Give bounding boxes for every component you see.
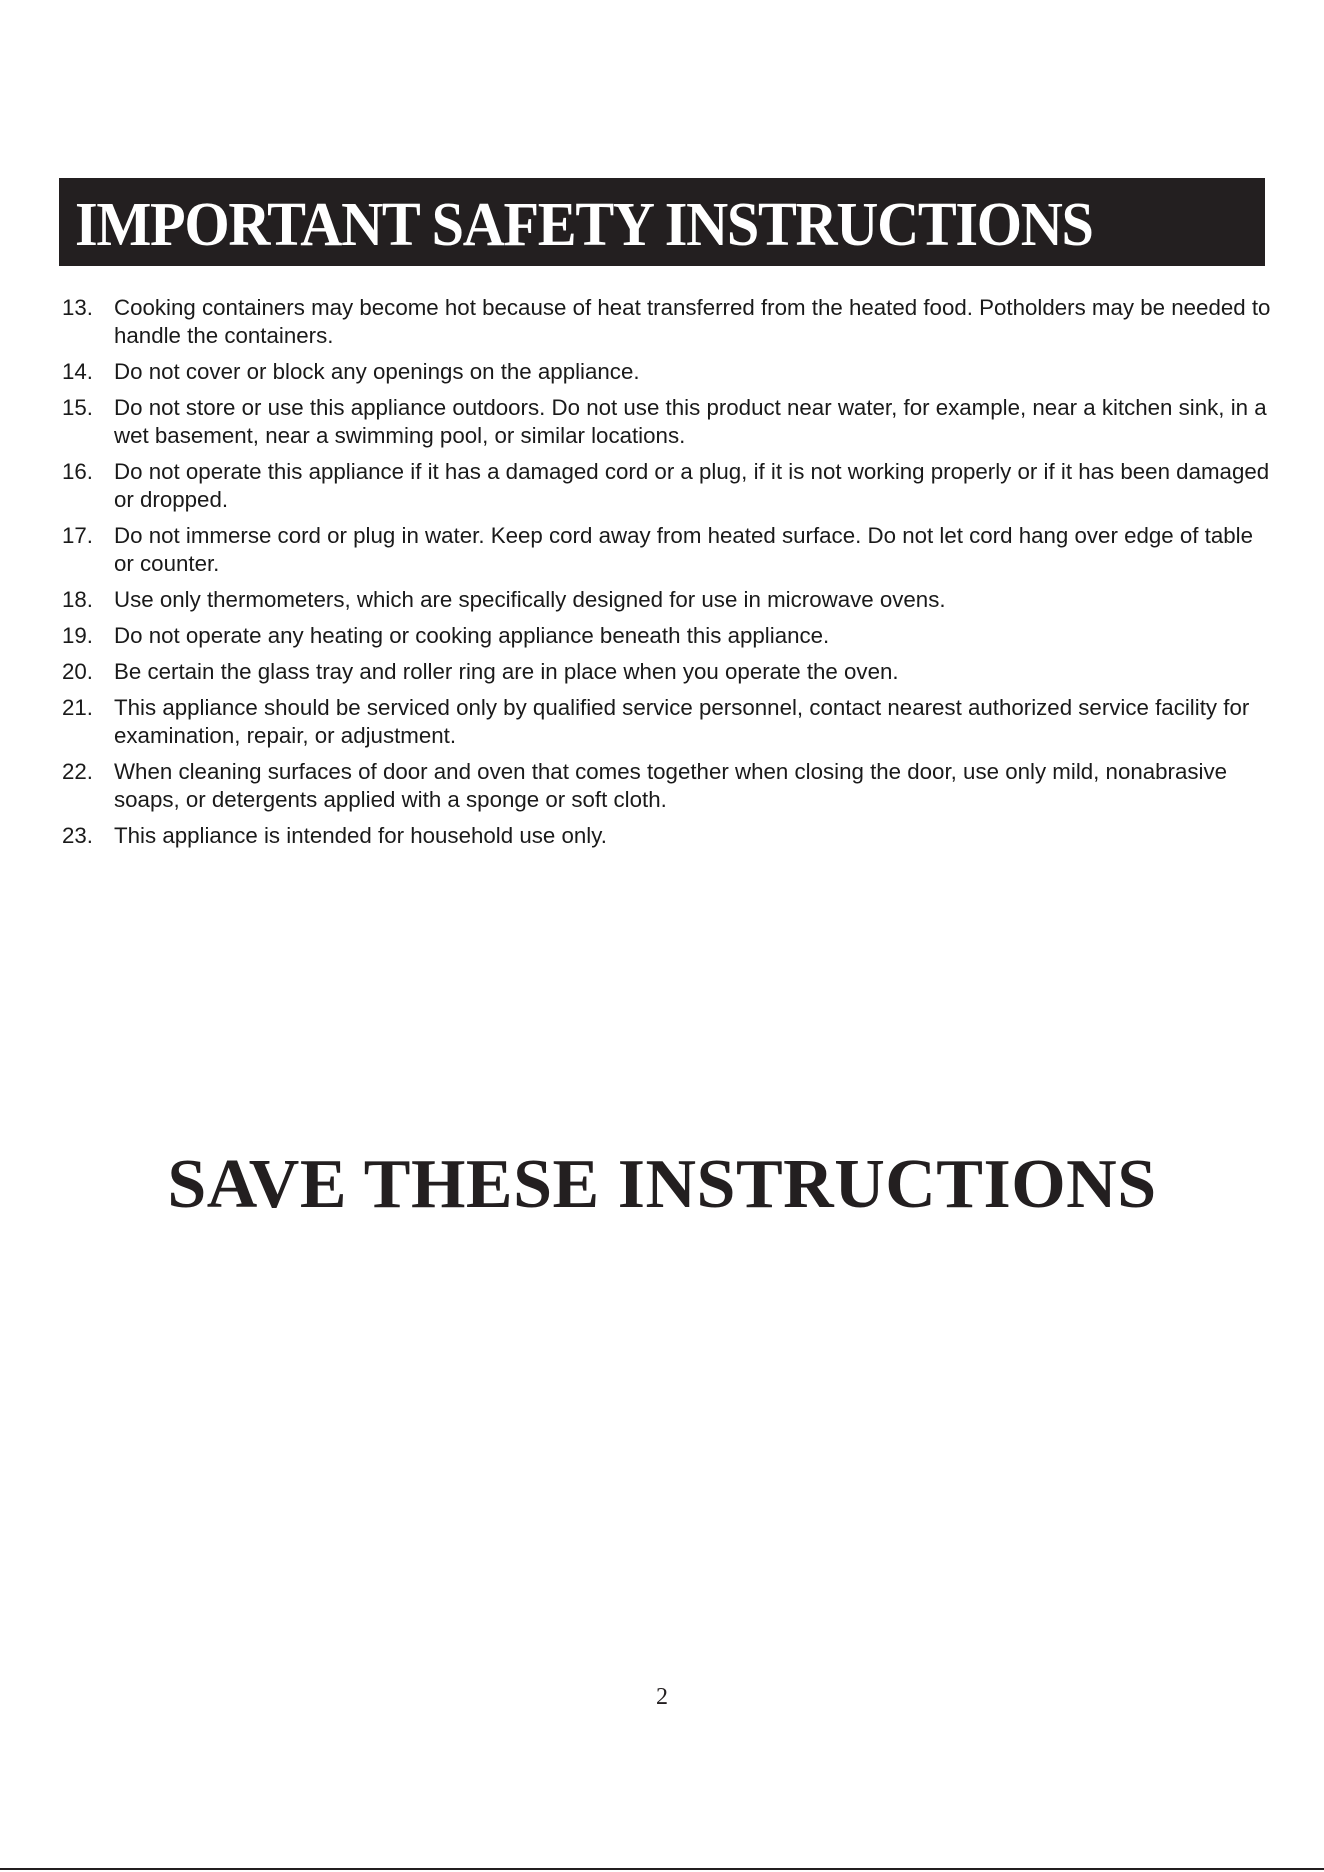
item-text: When cleaning surfaces of door and oven that comes together when closing the door, use only mild, nonabrasive soaps, or detergents applied with a sponge or soft cloth. <box>114 759 1228 812</box>
header-banner <box>59 178 1265 266</box>
item-number: 14. <box>62 359 93 384</box>
item-number: 18. <box>62 587 93 612</box>
item-text: Do not operate any heating or cooking appliance beneath this appliance. <box>114 623 830 648</box>
page-title: IMPORTANT SAFETY INSTRUCTIONS <box>75 191 1093 259</box>
list-item <box>62 586 1272 614</box>
item-text: Do not store or use this appliance outdoors. Do not use this product near water, for example, near a kitchen sink, in a wet basement, near a swimming pool, or similar locations. <box>114 395 1267 448</box>
item-number: 13. <box>62 295 93 320</box>
item-number: 23. <box>62 823 93 848</box>
item-number: 20. <box>62 659 93 684</box>
item-text: Cooking containers may become hot because of heat transferred from the heated food. Potholders may be needed to handle the containers. <box>114 295 1271 348</box>
list-item <box>62 358 1272 386</box>
item-number: 15. <box>62 395 93 420</box>
item-text: Do not operate this appliance if it has a damaged cord or a plug, if it is not working properly or if it has been damaged or dropped. <box>114 459 1270 512</box>
list-item <box>62 522 1272 578</box>
list-item <box>62 622 1272 650</box>
list-item <box>62 658 1272 686</box>
item-number: 22. <box>62 759 93 784</box>
list-item <box>62 394 1272 450</box>
list-item <box>62 294 1272 350</box>
item-text: Use only thermometers, which are specifically designed for use in microwave ovens. <box>114 587 946 612</box>
item-text: This appliance is intended for household use only. <box>114 823 607 848</box>
item-text: This appliance should be serviced only by qualified service personnel, contact nearest authorized service facility for examination, repair, or adjustment. <box>114 695 1250 748</box>
item-text: Do not cover or block any openings on the appliance. <box>114 359 640 384</box>
instruction-list <box>62 294 1272 858</box>
item-number: 21. <box>62 695 93 720</box>
bottom-divider <box>0 1868 1324 1870</box>
item-text: Be certain the glass tray and roller ring are in place when you operate the oven. <box>114 659 899 684</box>
item-text: Do not immerse cord or plug in water. Keep cord away from heated surface. Do not let cord hang over edge of table or counter. <box>114 523 1254 576</box>
item-number: 19. <box>62 623 93 648</box>
save-instructions-heading: SAVE THESE INSTRUCTIONS <box>167 1146 1157 1223</box>
list-item <box>62 758 1272 814</box>
list-item <box>62 458 1272 514</box>
item-number: 17. <box>62 523 93 548</box>
page-number: 2 <box>656 1684 668 1710</box>
list-item <box>62 694 1272 750</box>
item-number: 16. <box>62 459 93 484</box>
list-item <box>62 822 1272 850</box>
